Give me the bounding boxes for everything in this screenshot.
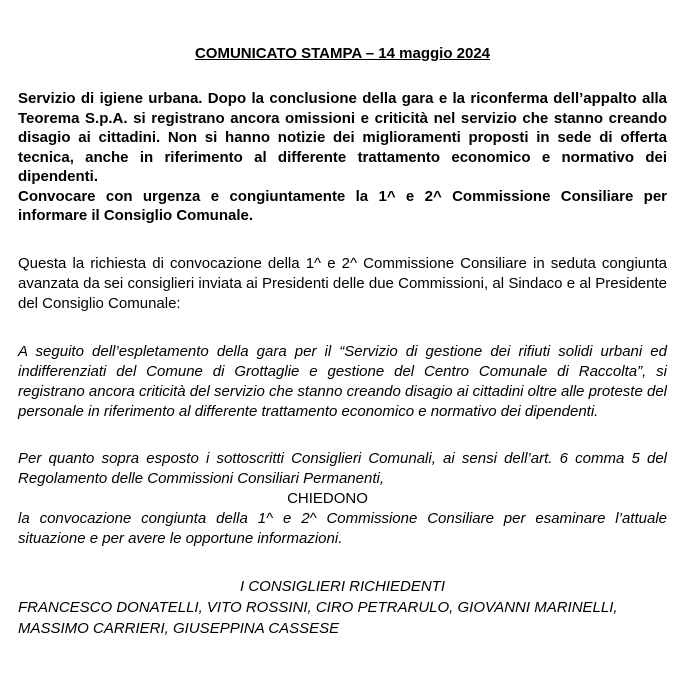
legal-basis-paragraph: Per quanto sopra esposto i sottoscritti Consiglieri Comunali, ai sensi dell’art. 6 comma 5 del Regolamento delle Commissioni Consiliari Permanenti,: [18, 449, 667, 487]
signatories-list: FRANCESCO DONATELLI, VITO ROSSINI, CIRO PETRARULO, GIOVANNI MARINELLI, MASSIMO CARRIERI, GIUSEPPINA CASSESE: [18, 598, 618, 637]
lead-paragraph: Servizio di igiene urbana. Dopo la conclusione della gara e la riconferma dell’appalto alla Teorema S.p.A. si registrano ancora omissioni e criticità nel servizio che stanno creando disagio ai cittadini. Non si hanno notizie dei miglioramenti proposti in sede di offerta tecnica, anche in riferimento al differente trattamento economico e normativo dei dipendenti.: [18, 90, 667, 185]
chiedono-heading: CHIEDONO: [287, 489, 368, 507]
intro-paragraph: Questa la richiesta di convocazione della 1^ e 2^ Commissione Consiliare in seduta congiunta avanzata da sei consiglieri inviata ai Presidenti delle due Commissioni, al Sindaco e al Presidente del Consiglio Comunale:: [18, 254, 667, 312]
request-paragraph: A seguito dell’espletamento della gara per il “Servizio di gestione dei rifiuti solidi urbani ed indifferenziati del Comune di Grottaglie e gestione del Centro Comunale di Raccolta”, si registrano ancora criticità del servizio che stanno creando disagio ai cittadini oltre alle proteste del personale in riferimento al differente trattamento economico e normativo dei dipendenti.: [18, 342, 667, 420]
lead-request-paragraph: Convocare con urgenza e congiuntamente la 1^ e 2^ Commissione Consiliare per informare il Consiglio Comunale.: [18, 187, 667, 224]
signature-heading: I CONSIGLIERI RICHIEDENTI: [239, 577, 446, 595]
document-title: COMUNICATO STAMPA – 14 maggio 2024: [194, 45, 491, 62]
convocation-paragraph: la convocazione congiunta della 1^ e 2^ Commissione Consiliare per esaminare l’attuale situazione e per avere le opportune informazioni.: [18, 509, 667, 547]
